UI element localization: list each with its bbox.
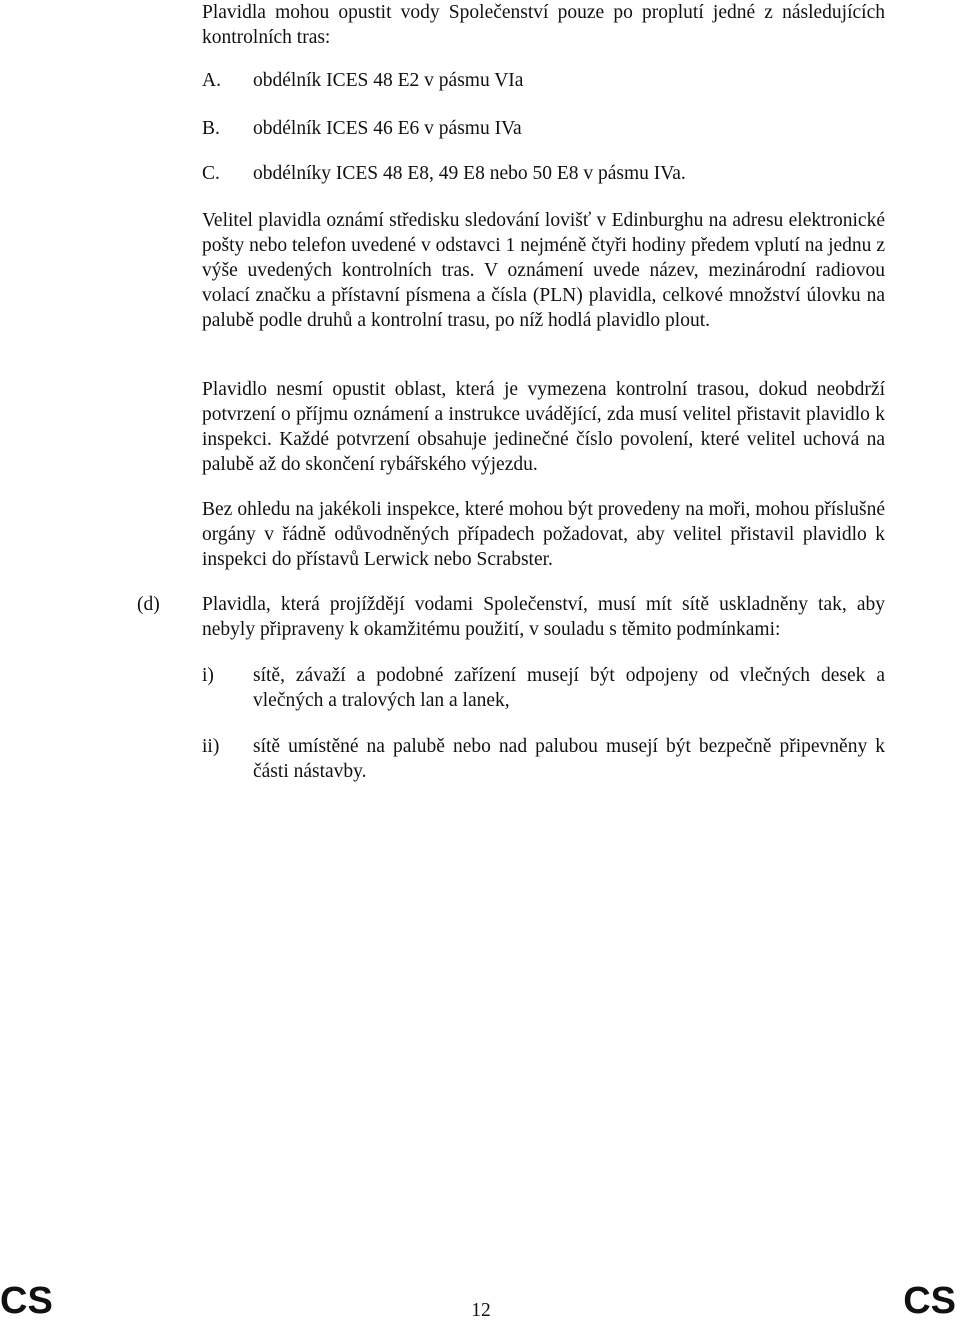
item-ii-marker: ii) (202, 736, 220, 757)
route-b-marker: B. (202, 118, 220, 139)
footer-language-left: CS (0, 1280, 53, 1322)
route-a-marker: A. (202, 70, 221, 91)
route-c-text: obdélníky ICES 48 E8, 49 E8 nebo 50 E8 v pásmu IVa. (253, 163, 686, 184)
intro-paragraph: Plavidla mohou opustit vody Společenství pouze po proplutí jedné z následujících kontrolních tras: (202, 2, 885, 48)
route-a-text: obdélník ICES 48 E2 v pásmu VIa (253, 70, 524, 91)
notification-paragraph: Velitel plavidla oznámí středisku sledování lovišť v Edinburghu na adresu elektronické pošty nebo telefon uvedené v odstavci 1 nejméně čtyři hodiny předem vplutí na jednu z výše uvedených kontrolních tras. V oznámení uvede název, mezinárodní radiovou volací značku a přístavní písmena a čísla (PLN) plavidla, celkové množství úlovku na palubě podle druhů a kontrolní trasu, po níž hodlá plavidlo plout. (202, 210, 885, 331)
item-ii-text: sítě umístěné na palubě nebo nad palubou musejí být bezpečně připevněny k části nástavby. (253, 736, 885, 782)
page-number: 12 (471, 1300, 491, 1321)
section-d-marker: (d) (137, 594, 160, 615)
route-b-text: obdélník ICES 46 E6 v pásmu IVa (253, 118, 522, 139)
inspection-paragraph: Bez ohledu na jakékoli inspekce, které mohou být provedeny na moři, mohou příslušné orgány v řádně odůvodněných případech požadovat, aby velitel přistavil plavidlo k inspekci do přístavů Lerwick nebo Scrabster. (202, 499, 885, 570)
footer-language-right: CS (903, 1280, 956, 1322)
section-d-text: Plavidla, která projíždějí vodami Společenství, musí mít sítě uskladněny tak, aby nebyly připraveny k okamžitému použití, v souladu s těmito podmínkami: (202, 594, 885, 640)
route-c-marker: C. (202, 163, 220, 184)
confirmation-paragraph: Plavidlo nesmí opustit oblast, která je vymezena kontrolní trasou, dokud neobdrží potvrzení o příjmu oznámení a instrukce uvádějící, zda musí velitel přistavit plavidlo k inspekci. Každé potvrzení obsahuje jedinečné číslo povolení, které velitel uchová na palubě až do skončení rybářského výjezdu. (202, 379, 885, 475)
item-i-marker: i) (202, 665, 214, 686)
item-i-text: sítě, závaží a podobné zařízení musejí být odpojeny od vlečných desek a vlečných a tralových lan a lanek, (253, 665, 885, 711)
